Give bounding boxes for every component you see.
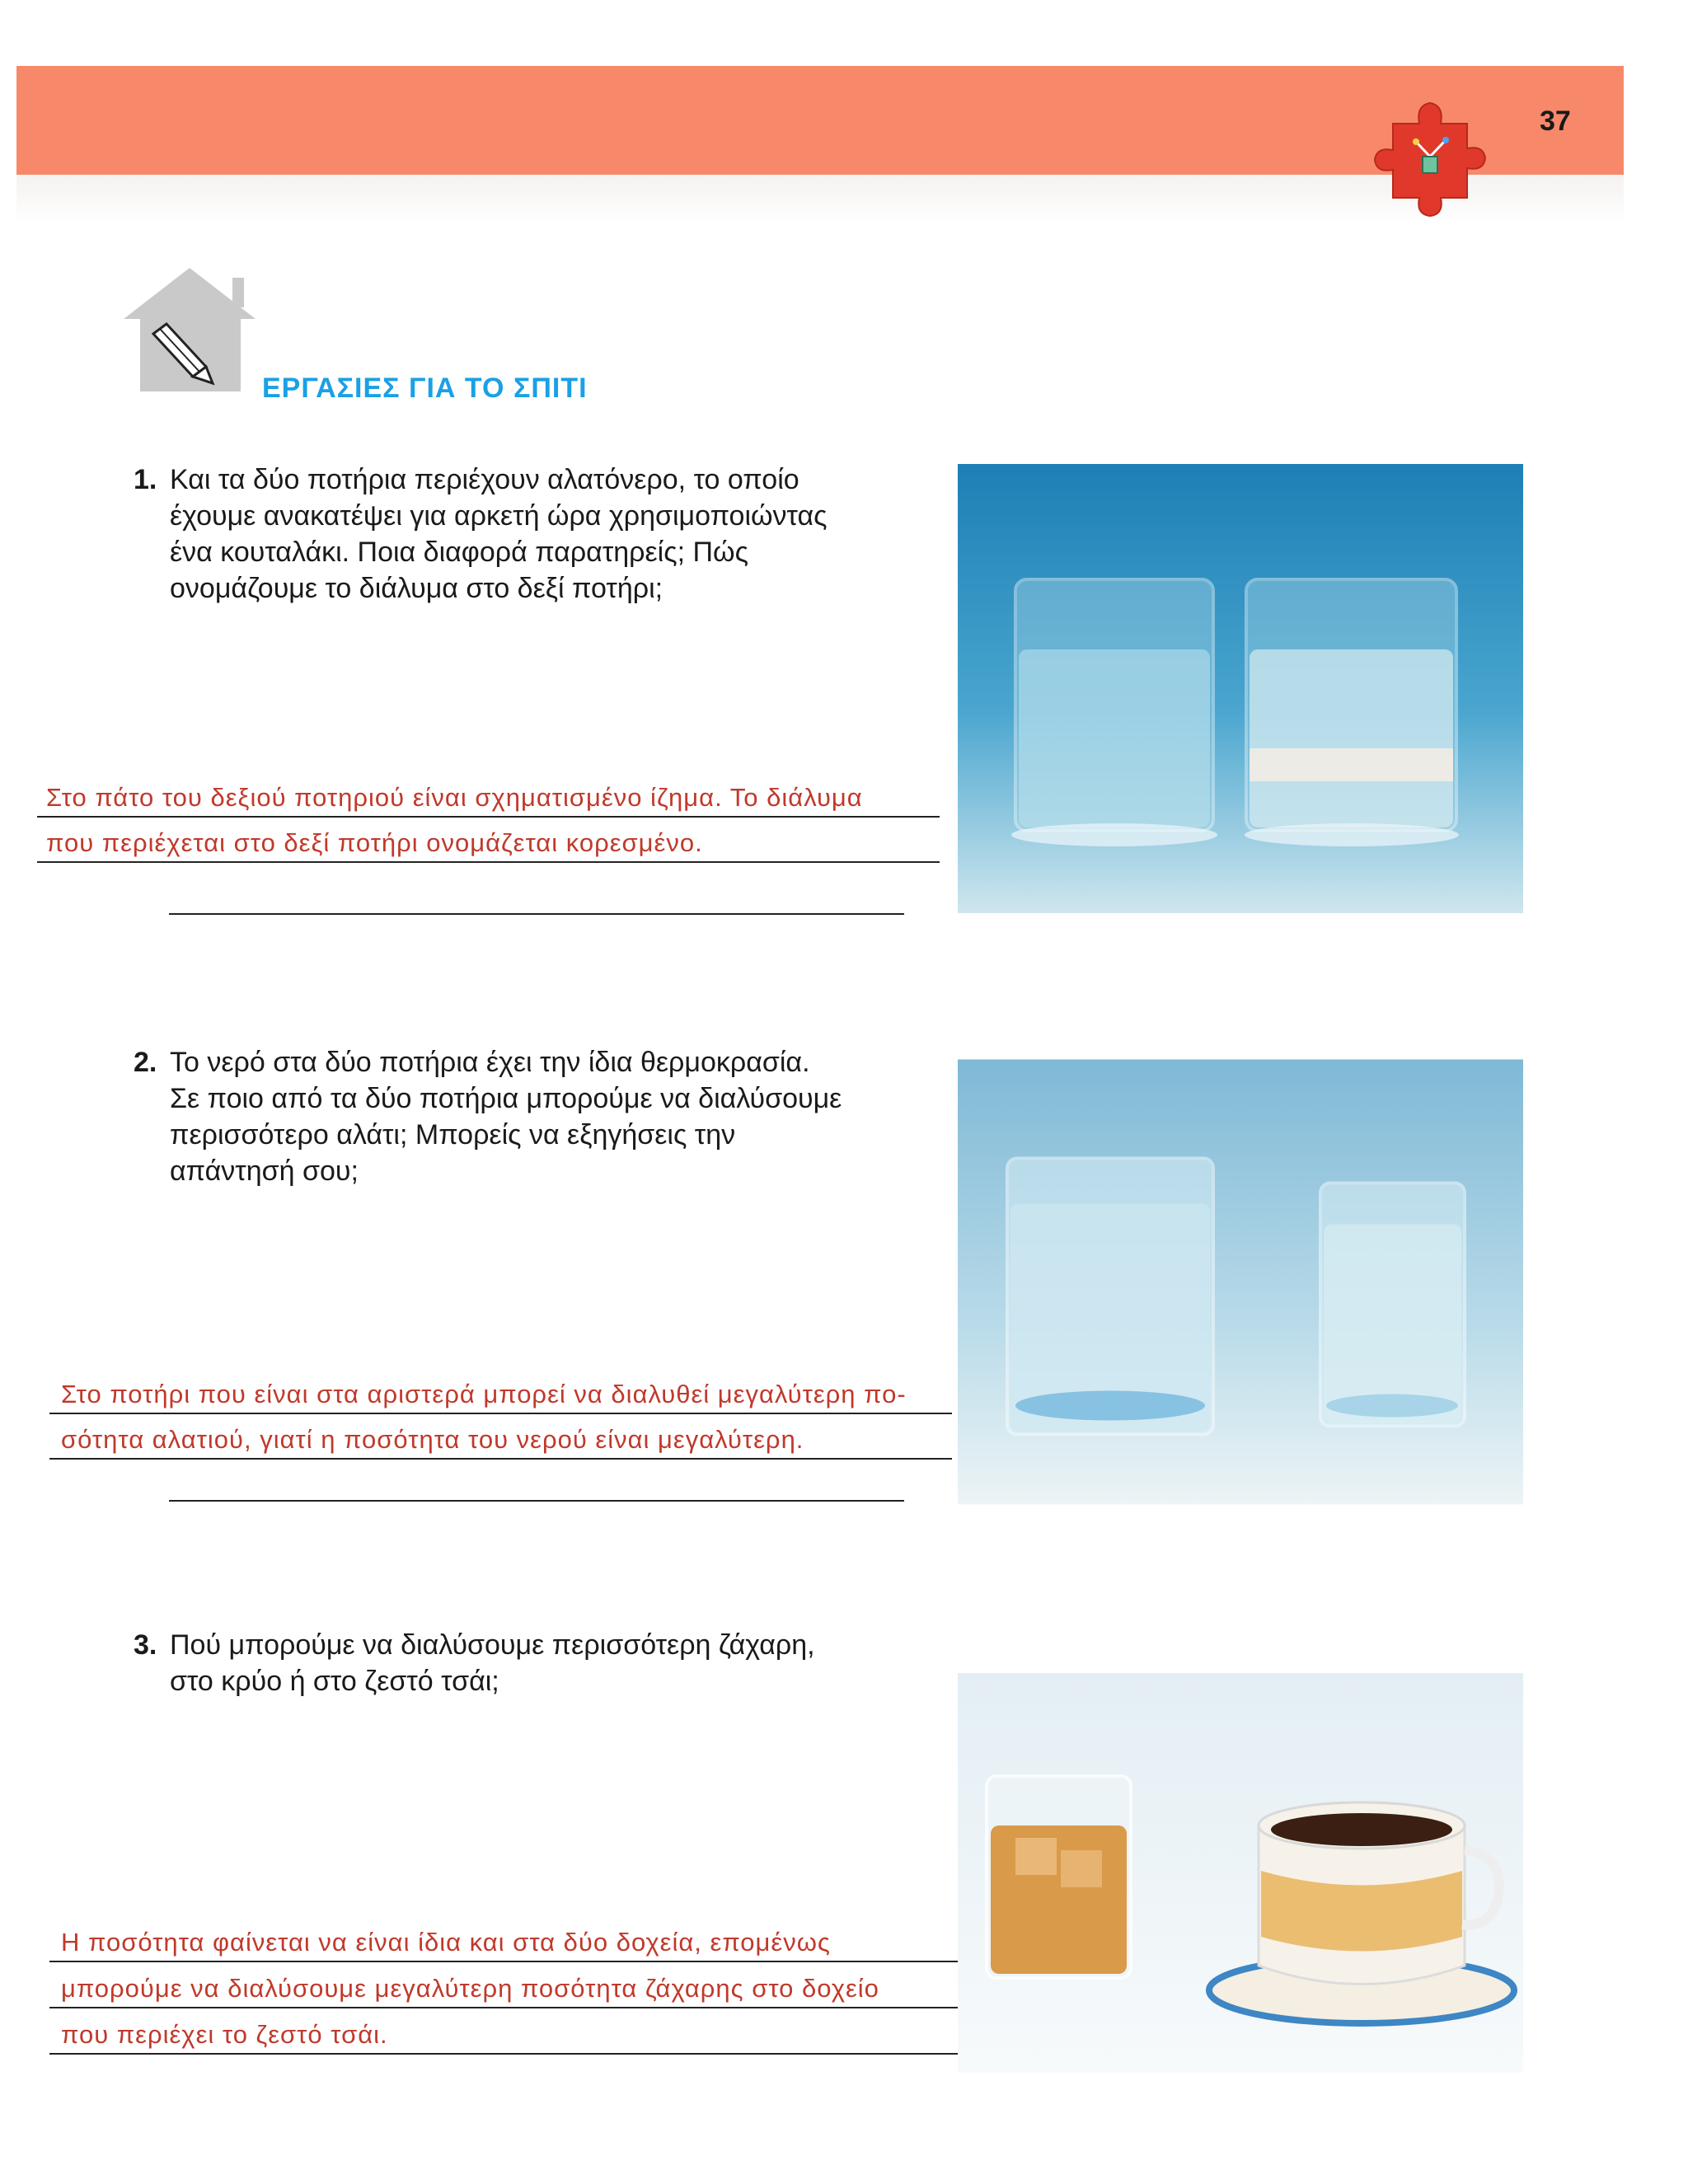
puzzle-piece-icon [1368, 91, 1492, 223]
question-line: ονομάζουμε το διάλυμα στο δεξί ποτήρι; [170, 573, 663, 604]
question-line: έχουμε ανακατέψει για αρκετή ώρα χρησιμοποιώντας [170, 500, 828, 532]
answer-rule [37, 861, 940, 863]
house-icon [124, 268, 256, 400]
question-line: Πού μπορούμε να διαλύσουμε περισσότερη ζάχαρη, [170, 1629, 815, 1661]
question-line: ένα κουταλάκι. Ποια διαφορά παρατηρείς; Πώς [170, 537, 748, 568]
answer-line: μπορούμε να διαλύσουμε μεγαλύτερη ποσότητα ζάχαρης στο δοχείο [61, 1974, 879, 2003]
answer-line: σότητα αλατιού, γιατί η ποσότητα του νερού είναι μεγαλύτερη. [61, 1425, 804, 1454]
question-1 [134, 462, 925, 607]
question-line: απάντησή σου; [170, 1155, 359, 1187]
answer-line: Στο ποτήρι που είναι στα αριστερά μπορεί να διαλυθεί μεγαλύτερη πο- [61, 1380, 907, 1408]
photo-two-glasses-water [958, 1057, 1523, 1507]
answer-rule [49, 2007, 964, 2008]
answer-line: που περιέχεται στο δεξί ποτήρι ονομάζεται κορεσμένο. [46, 828, 703, 857]
question-line: περισσότερο αλάτι; Μπορείς να εξηγήσεις την [170, 1119, 736, 1151]
question-2 [134, 1044, 925, 1189]
question-line: στο κρύο ή στο ζεστό τσάι; [170, 1666, 499, 1697]
answer-rule [49, 2053, 964, 2055]
answer-line: Η ποσότητα φαίνεται να είναι ίδια και στα δύο δοχεία, επομένως [61, 1928, 831, 1957]
question-line: Και τα δύο ποτήρια περιέχουν αλατόνερο, το οποίο [170, 464, 799, 495]
answer-rule [49, 1458, 952, 1460]
answer-rule [49, 1961, 964, 1962]
answer-line: που περιέχει το ζεστό τσάι. [61, 2020, 388, 2049]
photo-iced-tea-and-hot-tea [958, 1648, 1523, 2097]
photo-two-glasses-salt-water [958, 464, 1523, 913]
question-3 [134, 1627, 925, 1699]
section-title: ΕΡΓΑΣΙΕΣ ΓΙΑ ΤΟ ΣΠΙΤΙ [262, 373, 588, 404]
answer-rule [37, 816, 940, 818]
page-number: 37 [1540, 105, 1571, 137]
answer-rule [169, 913, 904, 915]
question-line: Το νερό στα δύο ποτήρια έχει την ίδια θερμοκρασία. [170, 1047, 810, 1078]
answer-rule [49, 1413, 952, 1414]
answer-rule [169, 1500, 904, 1502]
question-number: 1. [134, 464, 157, 495]
question-number: 3. [134, 1629, 157, 1661]
question-number: 2. [134, 1047, 157, 1078]
answer-line: Στο πάτο του δεξιού ποτηριού είναι σχηματισμένο ίζημα. Το διάλυμα [46, 783, 863, 812]
question-line: Σε ποιο από τα δύο ποτήρια μπορούμε να διαλύσουμε [170, 1083, 842, 1114]
